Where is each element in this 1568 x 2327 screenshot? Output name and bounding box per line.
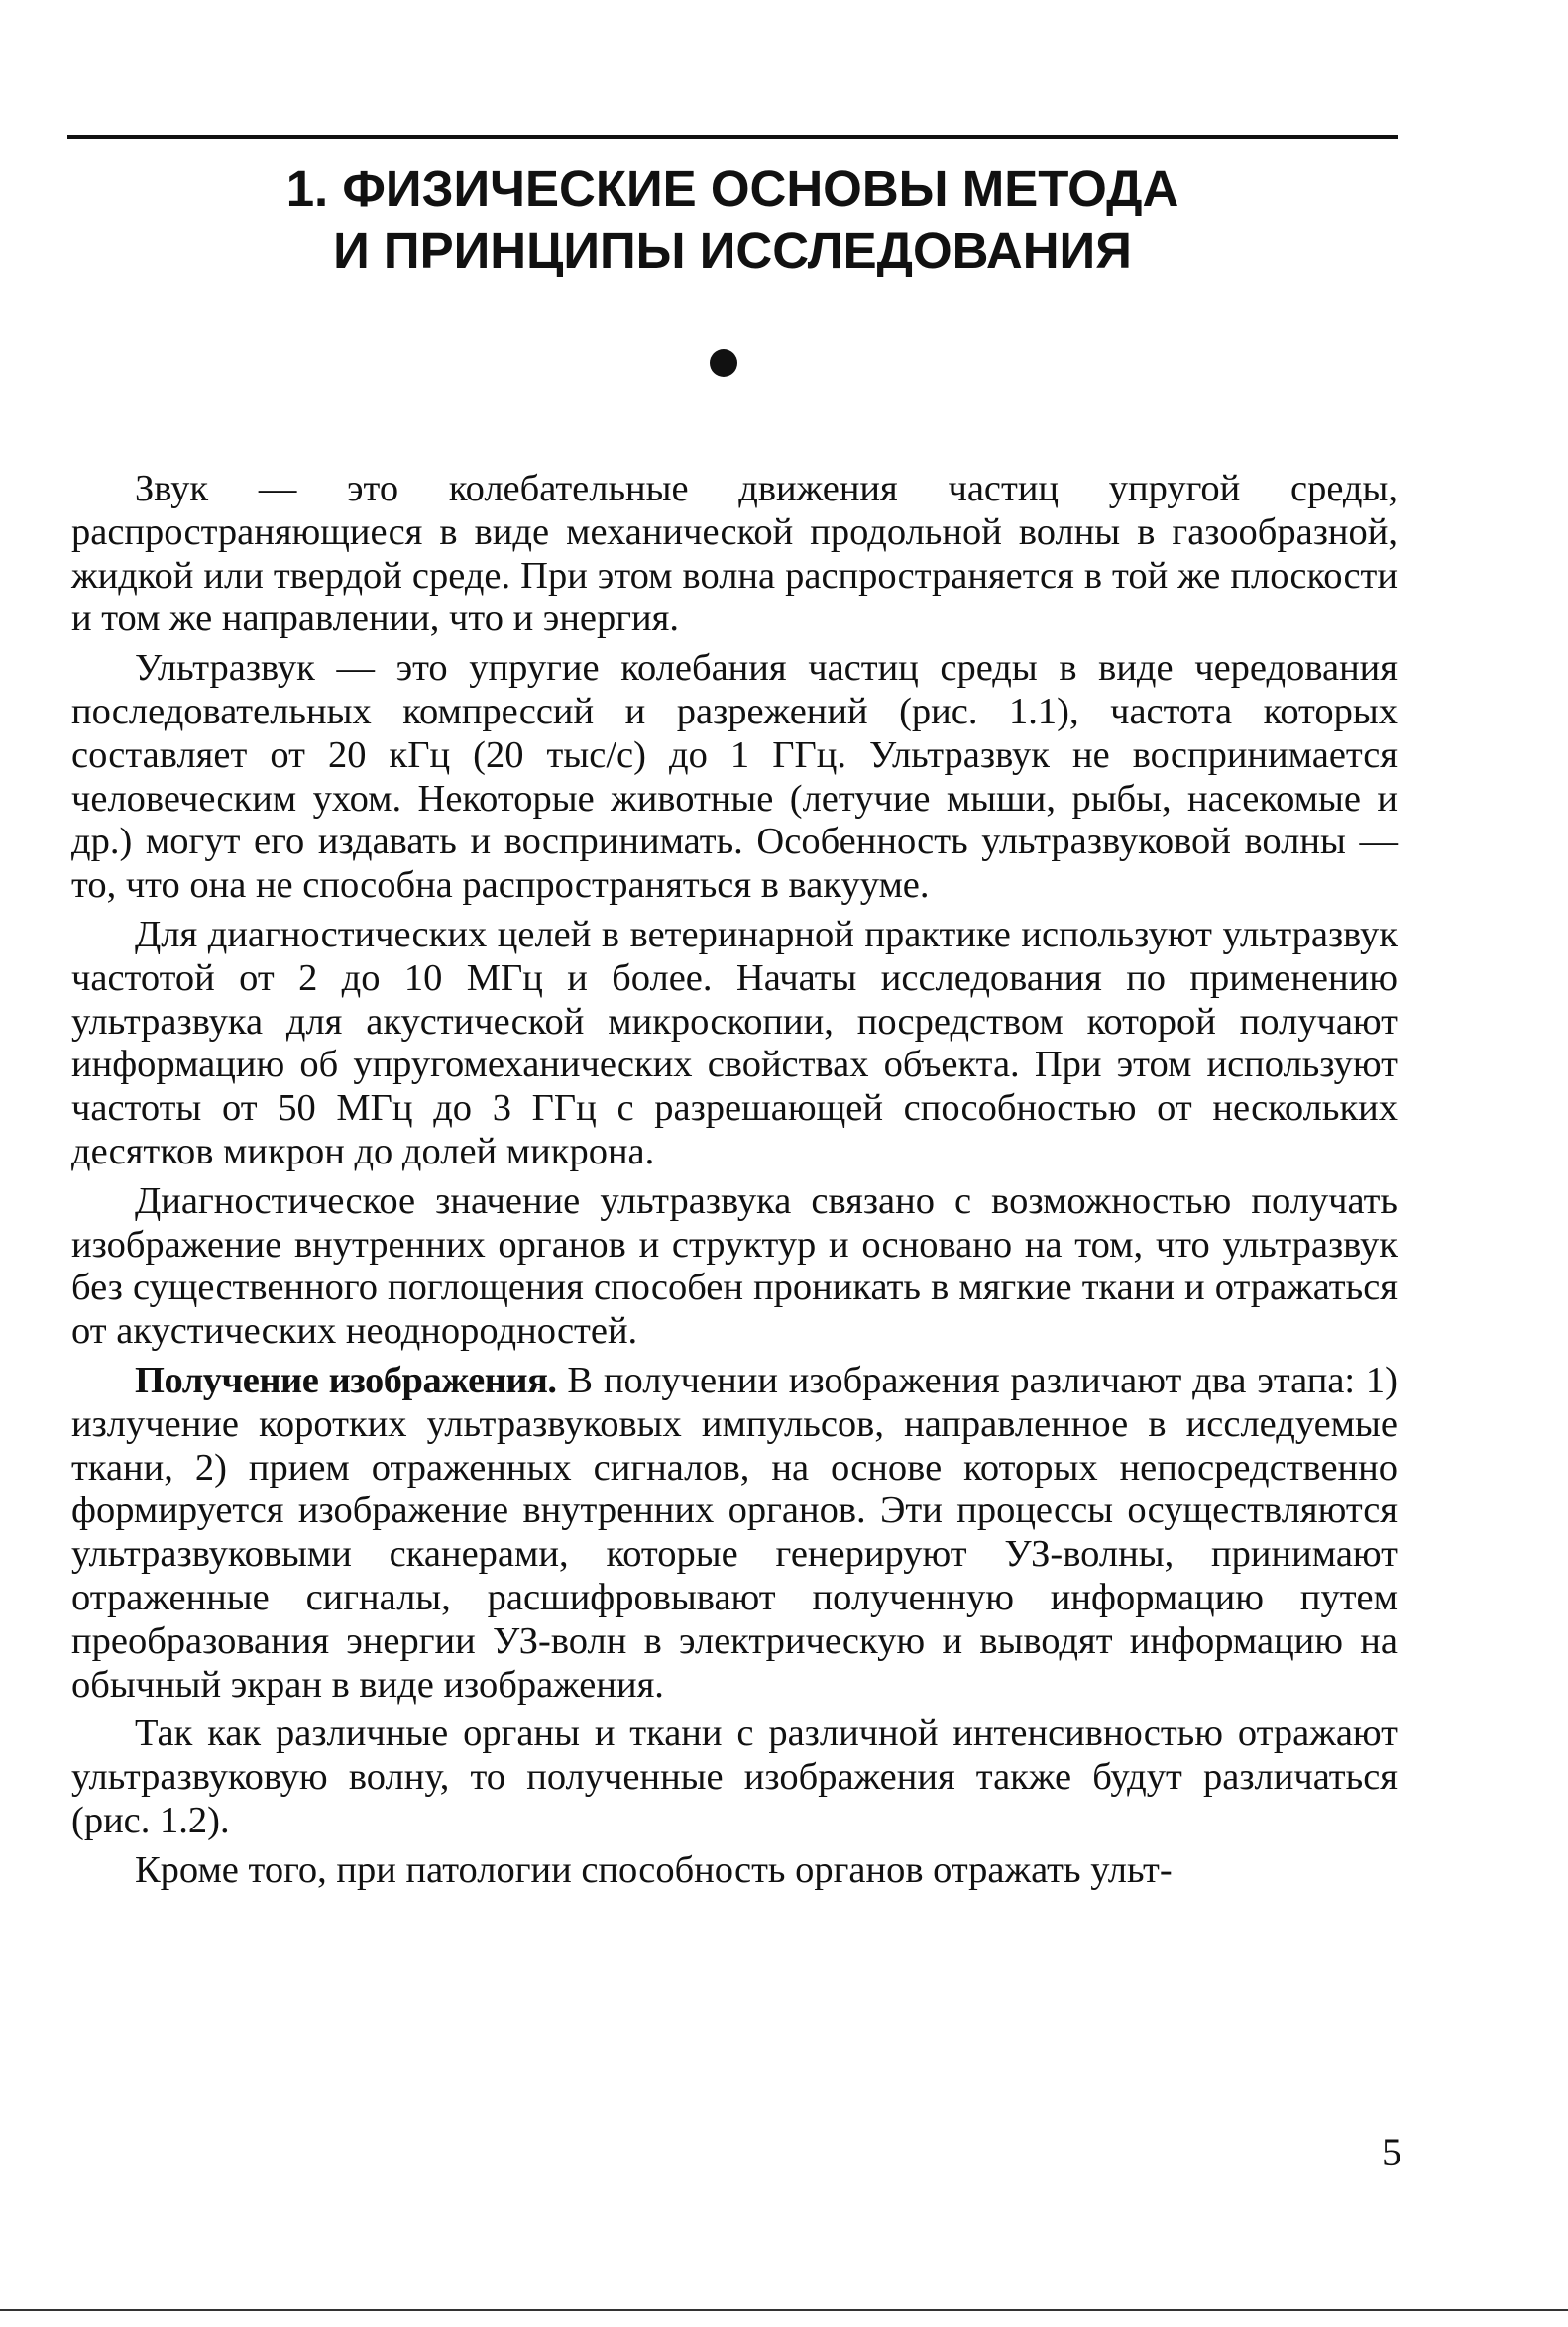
paragraph-ultrasound-definition: Ультразвук — это упругие колебания частиц среды в виде чередования последовательных компрессий и разрежений (рис. 1.1), частота которых составляет от 20 кГц (20 тыс/с) до 1 ГГц. Ультразвук не воспринимается человеческим ухом. Некоторые животные (летучие мыши, рыбы, насекомые и др.) могут его издавать и воспринимать. Особенность ультразвуковой волны — то, что она не способна распространяться в вакууме. — [71, 647, 1398, 907]
footer-rule — [0, 2309, 1568, 2311]
paragraph-diagnostic-frequencies: Для диагностических целей в ветеринарной практике используют ультразвук частотой от 2 до 10 МГц и более. Начаты исследования по применению ультразвука для акустической микроскопии, посредством которой получают информацию об упругомеханических свойствах объекта. При этом используют частоты от 50 МГц до 3 ГГц с разрешающей способностью от нескольких десятков микрон до долей микрона. — [71, 913, 1398, 1172]
header-rule — [67, 135, 1398, 139]
paragraph-image-acquisition — [71, 1360, 1398, 1707]
paragraph-sound-definition: Звук — это колебательные движения частиц упругой среды, распространяющиеся в виде механической продольной волны в газообразной, жидкой или твердой среде. При этом волна распространяется в той же плоскости и том же направлении, что и энергия. — [71, 468, 1398, 640]
paragraph-tissue-reflection: Так как различные органы и ткани с различной интенсивностью отражают ультразвуковую волну, то полученные изображения также будут различаться (рис. 1.2). — [71, 1713, 1398, 1841]
paragraph-image-acquisition-body: В получении изображения различают два этапа: 1) излучение коротких ультразвуковых импульсов, направленное в исследуемые ткани, 2) прием отраженных сигналов, на основе которых непосредственно формируется изображение внутренних органов. Эти процессы осуществляются ультразвуковыми сканерами, которые генерируют УЗ-волны, принимают отраженные сигналы, расшифровывают полученную информацию путем преобразования энергии УЗ-волн в электрическую и выводят информацию на обычный экран в виде изображения. — [71, 1359, 1398, 1706]
run-in-heading: Получение изображения. — [135, 1359, 557, 1401]
chapter-title-line-2: И ПРИНЦИПЫ ИССЛЕДОВАНИЯ — [333, 222, 1132, 278]
chapter-title-line-1: 1. ФИЗИЧЕСКИЕ ОСНОВЫ МЕТОДА — [285, 161, 1179, 217]
bullet-ornament-icon — [710, 349, 737, 377]
chapter-title — [67, 159, 1398, 281]
paragraph-pathology: Кроме того, при патологии способность органов отражать ульт- — [135, 1848, 1173, 1891]
paragraph-diagnostic-value: Диагностическое значение ультразвука связано с возможностью получать изображение внутренних органов и структур и основано на том, что ультразвук без существенного поглощения способен проникать в мягкие ткани и отражаться от акустических неоднородностей. — [71, 1179, 1398, 1353]
body-text — [71, 468, 1398, 1899]
page-number: 5 — [1382, 2130, 1401, 2174]
